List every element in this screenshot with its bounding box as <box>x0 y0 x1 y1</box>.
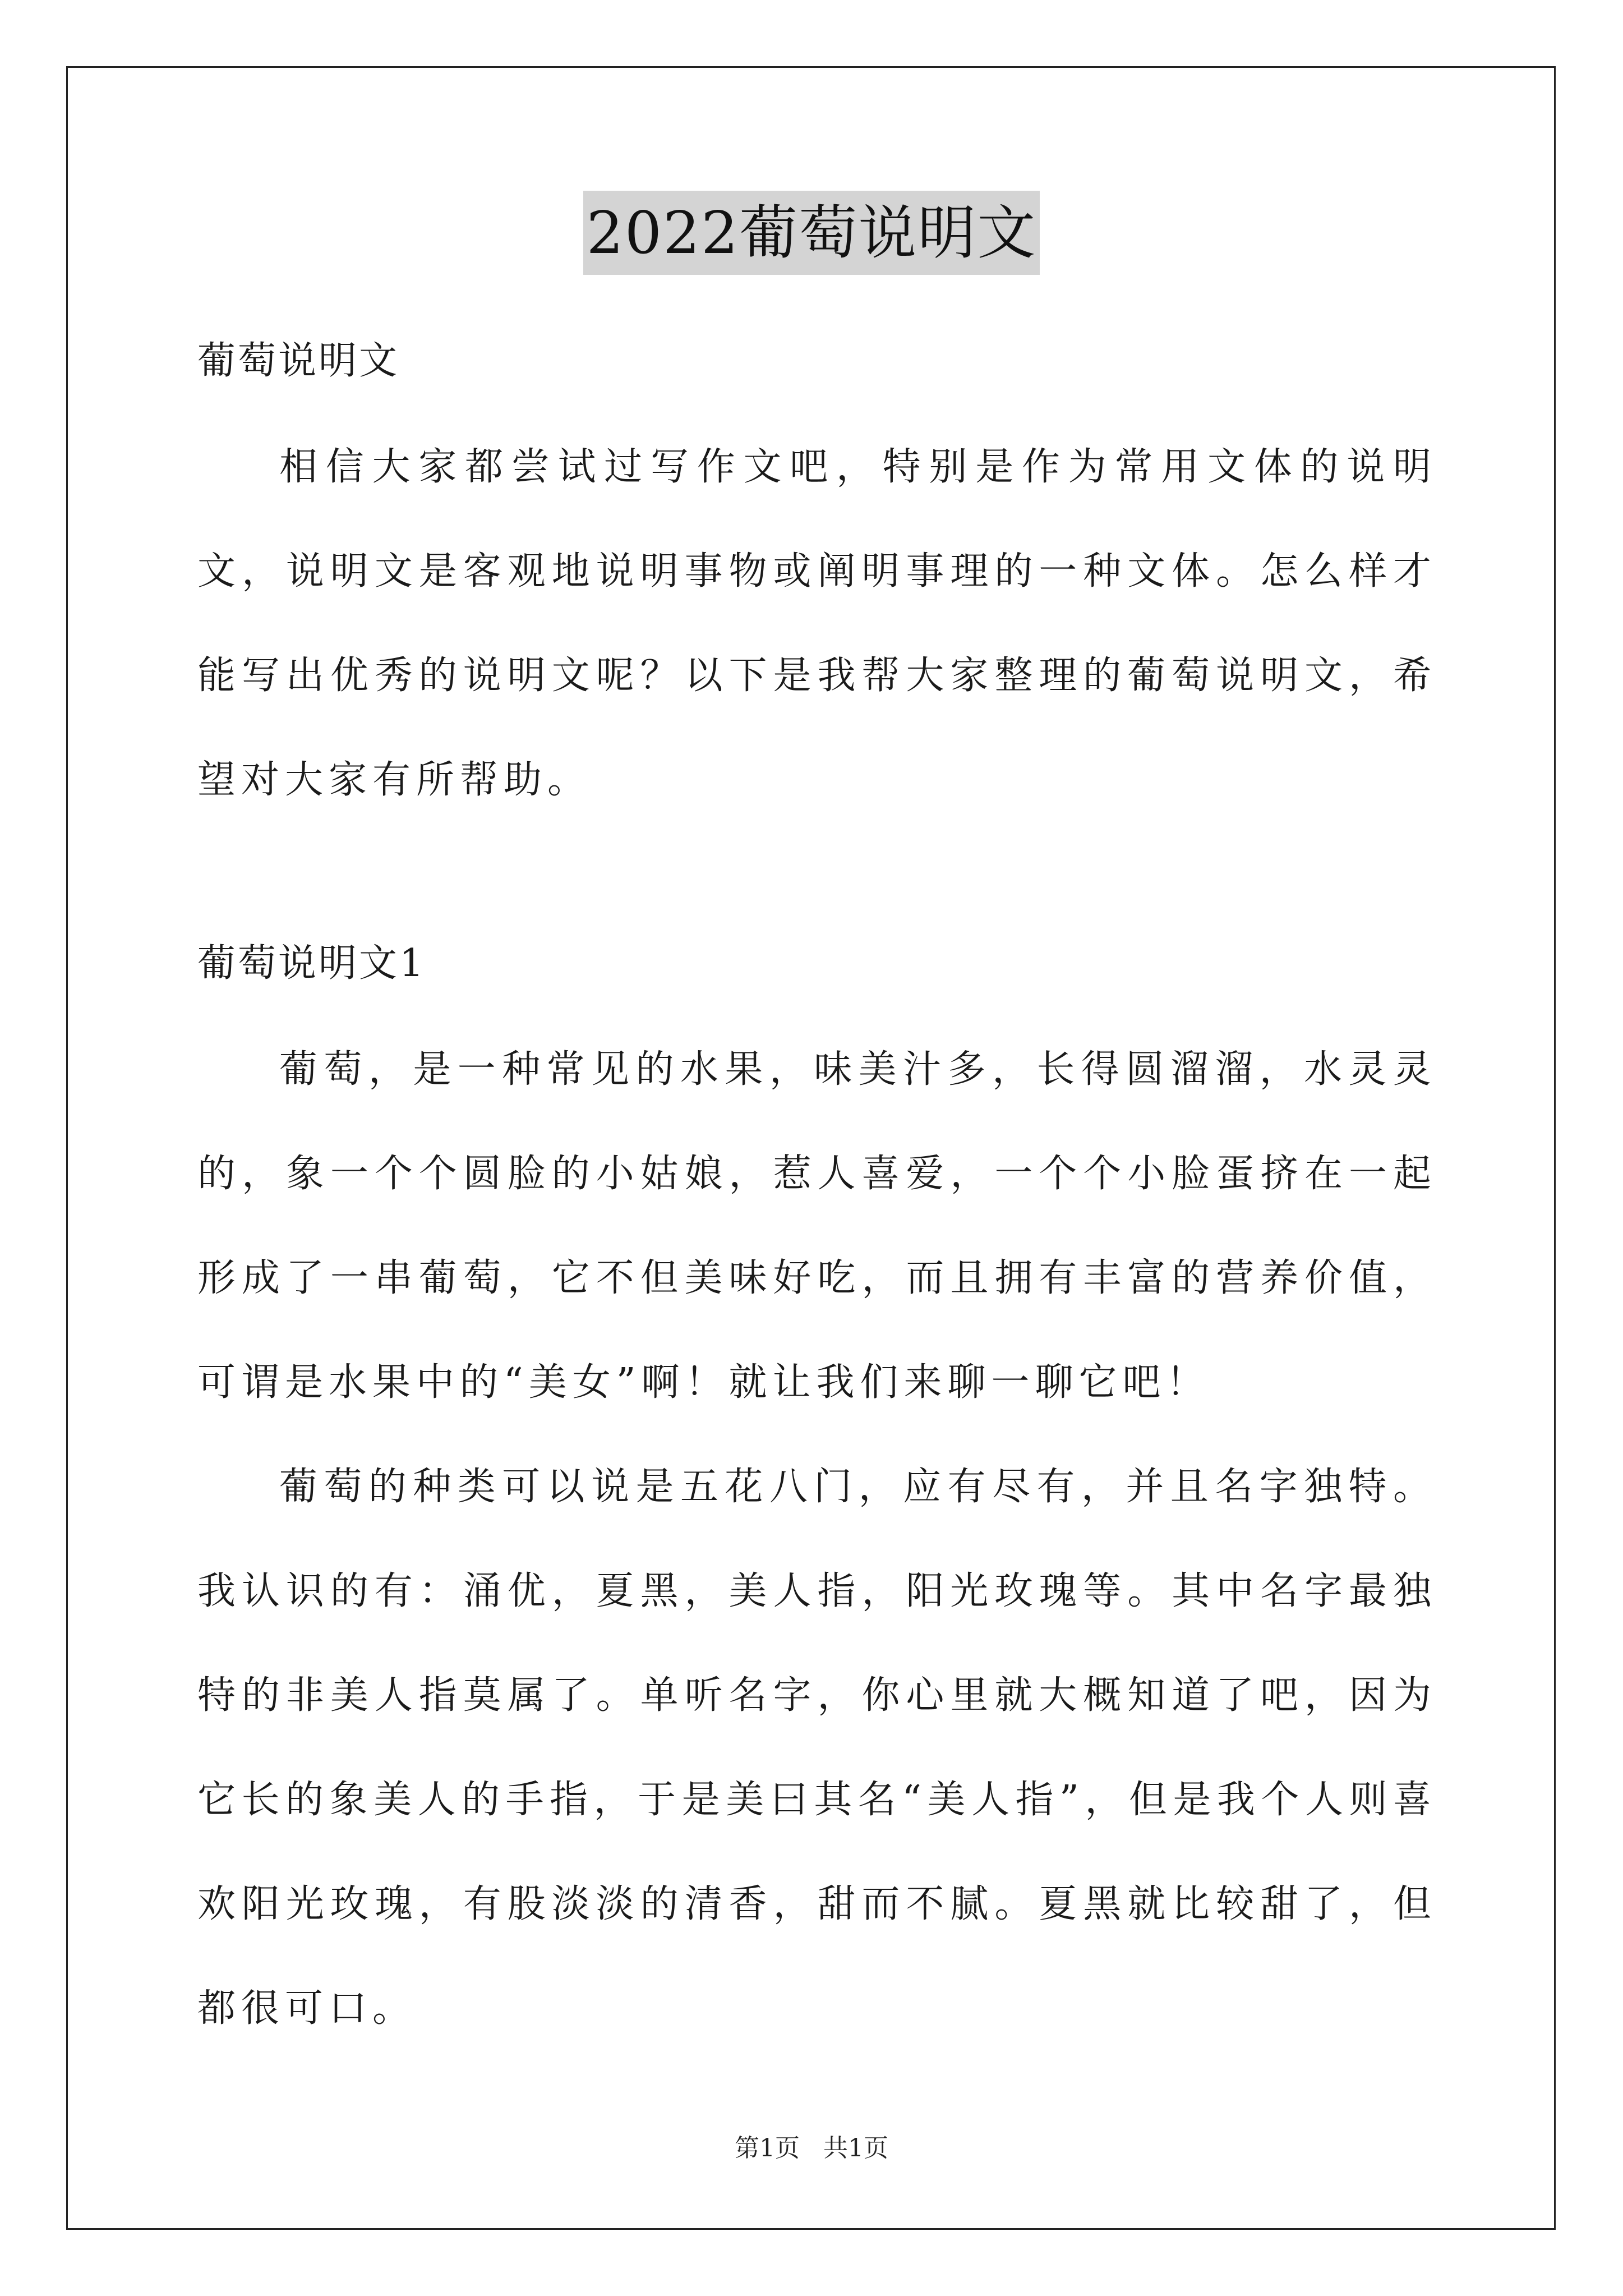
intro-paragraph: 相信大家都尝试过写作文吧，特别是作为常用文体的说明文，说明文是客观地说明事物或阐明事理的一种文体。怎么样才能写出优秀的说明文呢？以下是我帮大家整理的葡萄说明文，希望对大家有所帮助。 <box>197 445 1437 802</box>
document-title: 2022葡萄说明文 <box>583 191 1040 275</box>
section1-paragraph-2: 葡萄的种类可以说是五花八门，应有尽有，并且名字独特。我认识的有：涌优，夏黑，美人指，阳光玫瑰等。其中名字最独特的非美人指莫属了。单听名字，你心里就大概知道了吧，因为它长的象美人的手指，于是美曰其名“美人指”，但是我个人则喜欢阳光玫瑰，有股淡淡的清香，甜而不腻。夏黑就比较甜了，但都很可口。 <box>197 1465 1437 2031</box>
page-number-current: 第1页 <box>735 2134 800 2162</box>
document-body <box>197 303 1437 2061</box>
section1-heading: 葡萄说明文1 <box>197 941 426 986</box>
section1-paragraph-1: 葡萄，是一种常见的水果，味美汁多，长得圆溜溜，水灵灵的，象一个个圆脸的小姑娘，惹人喜爱，一个个小脸蛋挤在一起形成了一串葡萄，它不但美味好吃，而且拥有丰富的营养价值，可谓是水果中的“美女”啊！就让我们来聊一聊它吧！ <box>197 1047 1437 1405</box>
page-number-total: 共1页 <box>823 2134 888 2162</box>
title-container <box>0 191 1623 275</box>
page-footer <box>0 2132 1623 2165</box>
intro-heading: 葡萄说明文 <box>197 339 400 383</box>
